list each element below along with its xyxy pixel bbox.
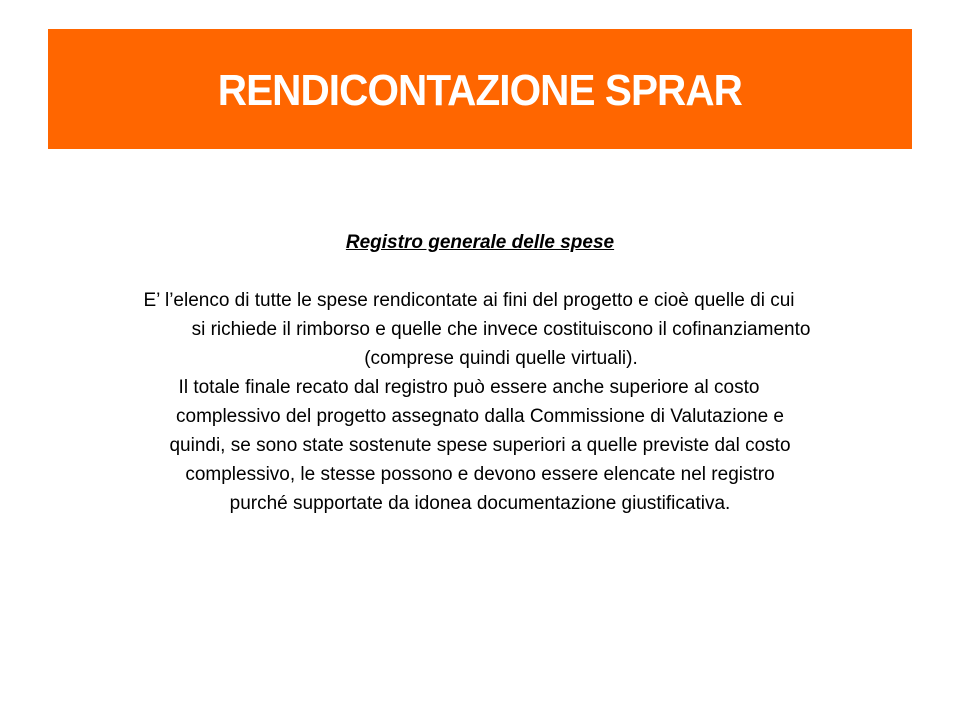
slide-body <box>40 228 920 518</box>
paragraph-line: Il totale finale recato dal registro può essere anche superiore al costo <box>178 377 760 398</box>
paragraph-total <box>40 373 920 518</box>
title-banner <box>48 29 912 149</box>
paragraph-line: (comprese quindi quelle virtuali). <box>364 348 638 369</box>
slide-title: RENDICONTAZIONE SPRAR <box>217 66 743 115</box>
paragraph-line: complessivo del progetto assegnato dalla Commissione di Valutazione e <box>176 406 784 427</box>
paragraph-line: E’ l’elenco di tutte le spese rendicontate ai fini del progetto e cioè quelle di cui <box>143 290 795 311</box>
paragraph-line: quindi, se sono state sostenute spese superiori a quelle previste dal costo <box>169 435 791 456</box>
paragraph-definition <box>40 286 920 373</box>
paragraph-line: complessivo, le stesse possono e devono essere elencate nel registro <box>185 464 775 485</box>
paragraph-line: purché supportate da idonea documentazione giustificativa. <box>229 493 731 514</box>
paragraph-line: si richiede il rimborso e quelle che invece costituiscono il cofinanziamento <box>191 319 811 340</box>
section-heading: Registro generale delle spese <box>345 232 615 253</box>
